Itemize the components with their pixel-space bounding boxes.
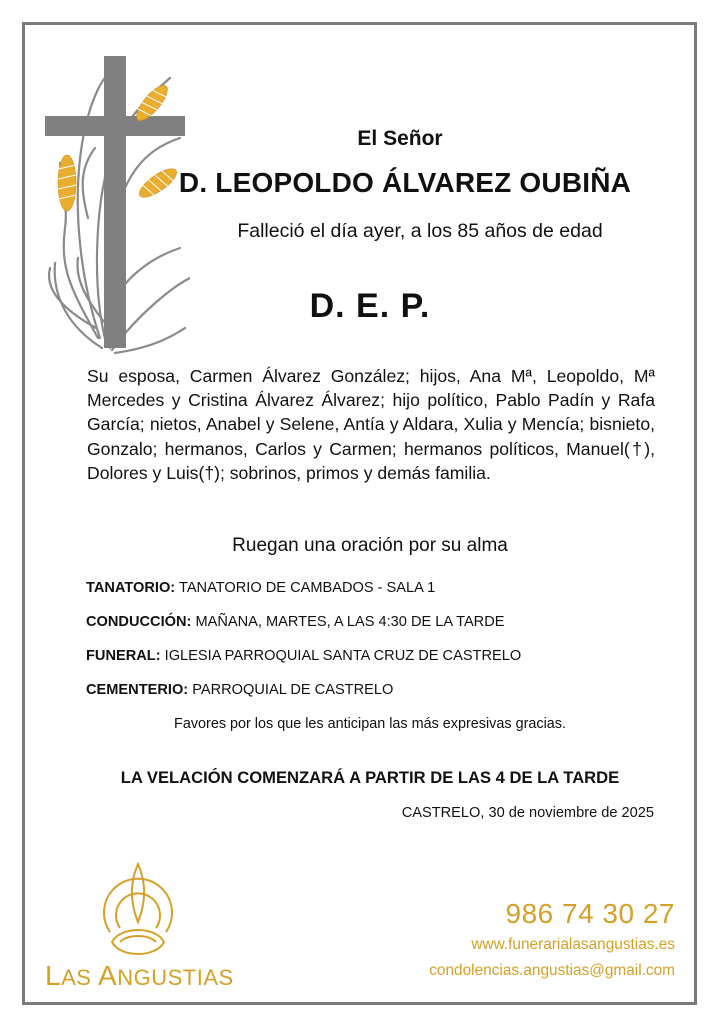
detail-value: PARROQUIAL DE CASTRELO	[192, 682, 394, 698]
brand-initial: A	[98, 960, 118, 991]
detail-label: CONDUCCIÓN:	[86, 614, 192, 630]
detail-conduccion	[86, 614, 505, 630]
rip-heading: D. E. P.	[309, 287, 431, 325]
detail-value: MAÑANA, MARTES, A LAS 4:30 DE LA TARDE	[195, 614, 505, 630]
las-angustias-logo-icon	[90, 862, 186, 962]
cross-with-wheat-icon	[40, 48, 190, 358]
detail-label: CEMENTERIO:	[86, 682, 189, 698]
death-statement: Falleció el día ayer, a los 85 años de edad	[237, 220, 603, 242]
brand-initial: L	[45, 960, 62, 991]
website-link[interactable]: www.funerarialasangustias.es	[471, 936, 675, 953]
phone-number[interactable]: 986 74 30 27	[505, 898, 675, 929]
place-date: CASTRELO, 30 de noviembre de 2025	[401, 805, 654, 821]
email-link[interactable]: condolencias.angustias@gmail.com	[429, 962, 675, 979]
detail-funeral	[86, 648, 521, 664]
detail-value: IGLESIA PARROQUIAL SANTA CRUZ DE CASTRELO	[164, 648, 522, 664]
brand-name	[45, 960, 234, 992]
family-members-paragraph: Su esposa, Carmen Álvarez González; hijos, Ana Mª, Leopoldo, Mª Mercedes y Cristina Álvarez Álvarez; hijo político, Pablo Padín y Rafa García; nietos, Anabel y Selene, Antía y Aldara, Xulia y Mencía; bisnieto, Gonzalo; hermanos, Carlos y Carmen; hermanos políticos, Manuel(†), Dolores y Luis(†); sobrinos, primos y demás familia.	[87, 366, 655, 483]
deceased-name: D. LEOPOLDO ÁLVAREZ OUBIÑA	[178, 167, 632, 198]
detail-value: TANATORIO DE CAMBADOS - SALA 1	[178, 580, 436, 596]
vigil-notice: LA VELACIÓN COMENZARÁ A PARTIR DE LAS 4 DE LA TARDE	[120, 768, 620, 787]
brand-text: NGUSTIAS	[117, 965, 234, 990]
honorific: El Señor	[357, 127, 443, 150]
detail-label: TANATORIO:	[86, 580, 176, 596]
detail-label: FUNERAL:	[86, 648, 161, 664]
detail-tanatorio	[86, 580, 435, 596]
thanks-note: Favores por los que les anticipan las más expresivas gracias.	[174, 716, 566, 732]
detail-cementerio	[86, 682, 393, 698]
prayer-request: Ruegan una oración por su alma	[232, 535, 508, 556]
brand-text: AS	[61, 965, 99, 990]
